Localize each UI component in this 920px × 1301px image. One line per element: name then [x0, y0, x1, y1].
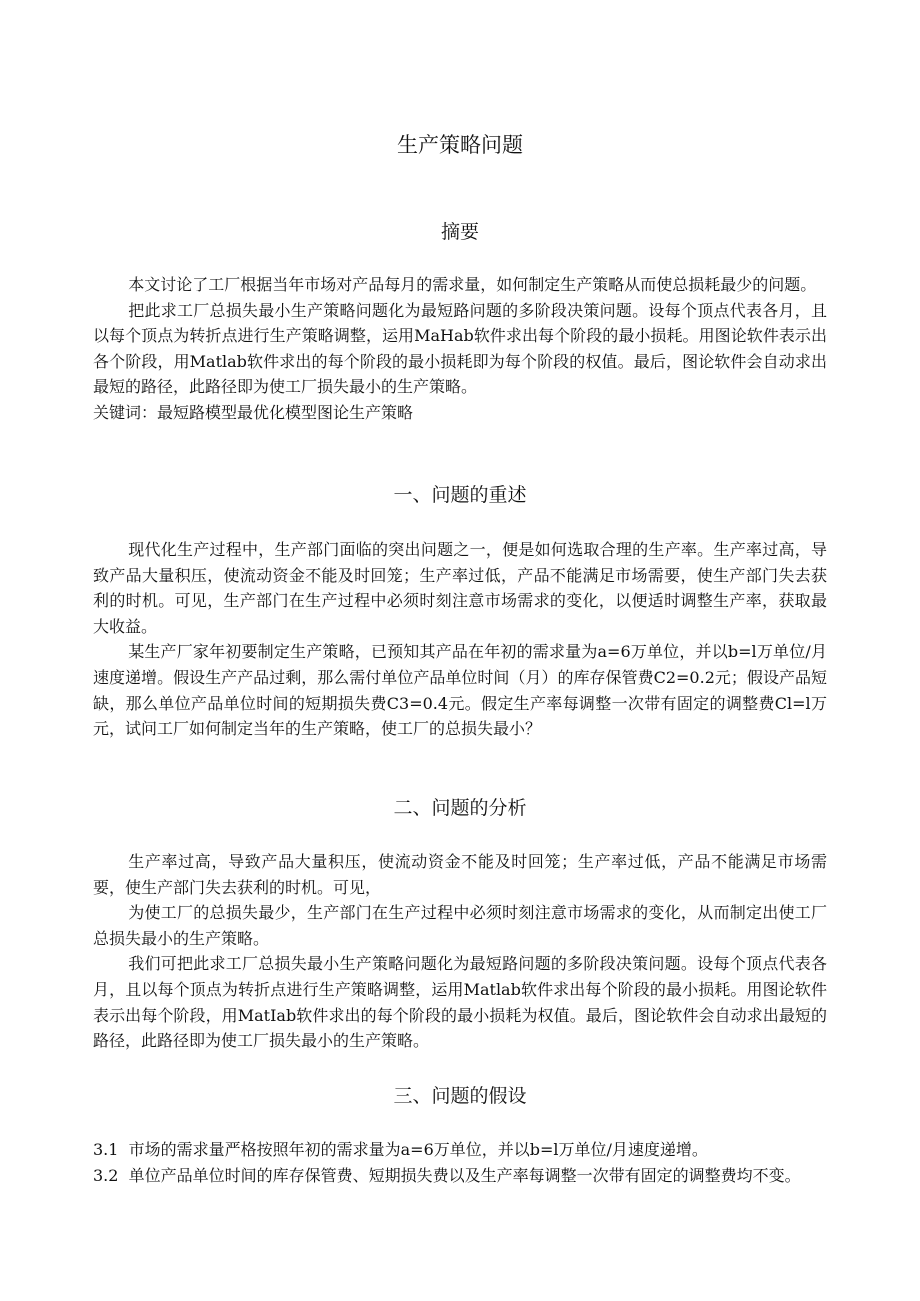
- section-3-heading: 三、问题的假设: [393, 1085, 527, 1107]
- section-1-paragraph-1: 现代化生产过程中，生产部门面临的突出问题之一，便是如何选取合理的生产率。生产率过高，导致产品大量积压，使流动资金不能及时回笼；生产率过低，产品不能满足市场需要，使生产部门失去获利的时机。可见，生产部门在生产过程中必须时刻注意市场需求的变化，以便适时调整生产率，获取最大收益。: [93, 540, 827, 636]
- section-1-heading: 一、问题的重述: [393, 484, 527, 506]
- abstract-body: [93, 272, 827, 426]
- abstract-paragraph-1: 本文讨论了工厂根据当年市场对产品每月的需求量，如何制定生产策略从而使总损耗最少的问题。: [128, 275, 817, 294]
- section-1-paragraph-2: 某生产厂家年初要制定生产策略，已预知其产品在年初的需求量为a=6万单位，并以b=l万单位/月速度递增。假设生产产品过剩，那么需付单位产品单位时间（月）的库存保管费C2=0.2元；假设产品短缺，那么单位产品单位时间的短期损失费C3=0.4元。假定生产率每调整一次带有固定的调整费Cl=l万元，试问工厂如何制定当年的生产策略，使工厂的总损失最小？: [93, 642, 827, 739]
- section-2-paragraph-2: 为使工厂的总损失最少，生产部门在生产过程中必须时刻注意市场需求的变化，从而制定出使工厂总损失最小的生产策略。: [93, 903, 827, 948]
- keywords-line: 关键词：最短路模型最优化模型图论生产策略: [93, 402, 414, 422]
- section-2-body: [93, 849, 827, 1054]
- section-2-paragraph-1: 生产率过高，导致产品大量积压，使流动资金不能及时回笼；生产率过低，产品不能满足市场需要，使生产部门失去获利的时机。可见，: [93, 852, 827, 897]
- document-title: 生产策略问题: [397, 133, 523, 157]
- section-2-heading: 二、问题的分析: [393, 797, 527, 819]
- section-1-body: [93, 537, 827, 742]
- section-2-paragraph-3: 我们可把此求工厂总损失最小生产策略问题化为最短路问题的多阶段决策问题。设每个顶点代表各月，且以每个顶点为转折点进行生产策略调整，运用Matlab软件求出每个阶段的最小损耗。用图论软件表示出每个阶段，用MatIab软件求出的每个阶段的最小损耗为权值。最后，图论软件会自动求出最短的路径，此路径即为使工厂损失最小的生产策略。: [93, 954, 827, 1051]
- abstract-paragraph-2: 把此求工厂总损失最小生产策略问题化为最短路问题的多阶段决策问题。设每个顶点代表各月，且以每个顶点为转折点进行生产策略调整，运用MaHab软件求出每个阶段的最小损耗。用图论软件表示出各个阶段，用Matlab软件求出的每个阶段的最小损耗即为每个阶段的权值。最后，图论软件会自动求出最短的路径，此路径即为使工厂损失最小的生产策略。: [93, 300, 827, 397]
- assumption-item: 3.2 单位产品单位时间的库存保管费、短期损失费以及生产率每调整一次带有固定的调整费均不变。: [93, 1165, 801, 1185]
- section-3-body: [93, 1137, 827, 1188]
- abstract-heading: 摘要: [440, 221, 479, 243]
- assumption-item: 3.1 市场的需求量严格按照年初的需求量为a=6万单位，并以b=l万单位/月速度递增。: [93, 1140, 708, 1159]
